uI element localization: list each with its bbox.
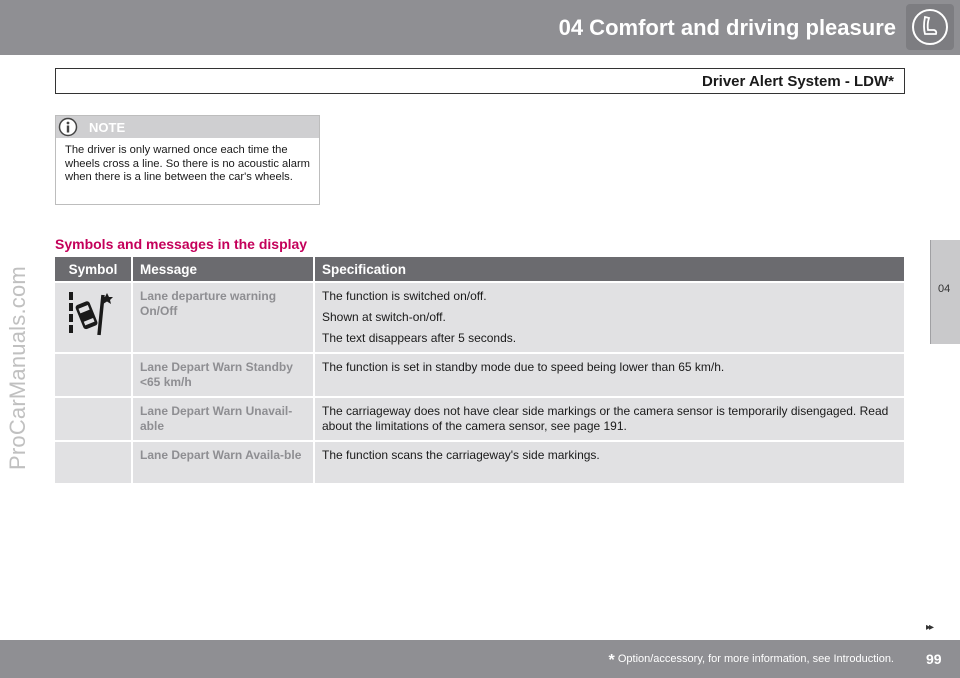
specification-cell bbox=[314, 282, 904, 353]
specification-line: Shown at switch-on/off. bbox=[322, 310, 446, 324]
info-icon bbox=[58, 117, 78, 137]
note-text: The driver is only warned once each time the wheels cross a line. So there is no acoustic alarm when there is a line between the car's wheels. bbox=[65, 144, 310, 183]
table-row bbox=[55, 282, 904, 353]
section-title-box bbox=[55, 68, 905, 94]
table-heading: Symbols and messages in the display bbox=[55, 236, 308, 252]
footer-note bbox=[609, 652, 894, 670]
table-row bbox=[55, 353, 904, 397]
column-header-message: Message bbox=[132, 257, 314, 282]
page-number: 99 bbox=[926, 651, 942, 667]
note-header bbox=[56, 116, 319, 138]
table-row bbox=[55, 441, 904, 483]
symbol-cell bbox=[55, 441, 132, 483]
chapter-title: 04 Comfort and driving pleasure bbox=[558, 15, 896, 40]
symbol-cell bbox=[55, 397, 132, 441]
footer-star: * bbox=[608, 652, 615, 669]
column-header-symbol: Symbol bbox=[55, 257, 132, 282]
specification-cell bbox=[314, 353, 904, 397]
specification-line: The carriageway does not have clear side markings or the camera sensor is temporarily disengaged. Read about the limitations of the camera sensor, see page 191. bbox=[322, 404, 889, 433]
specification-line: The text disappears after 5 seconds. bbox=[322, 331, 517, 345]
message-cell: Lane Depart Warn Unavail-able bbox=[132, 397, 314, 441]
message-cell: Lane departure warning On/Off bbox=[132, 282, 314, 353]
message-cell: Lane Depart Warn Standby <65 km/h bbox=[132, 353, 314, 397]
seat-icon bbox=[906, 4, 954, 50]
watermark: ProCarManuals.com bbox=[5, 266, 30, 470]
note-label: NOTE bbox=[89, 120, 126, 135]
table-header-row bbox=[55, 257, 904, 282]
symbols-messages-table bbox=[55, 257, 904, 483]
lane-departure-icon bbox=[63, 289, 115, 337]
specification-line: The function is switched on/off. bbox=[322, 289, 487, 303]
table-row bbox=[55, 397, 904, 441]
message-cell: Lane Depart Warn Availa-ble bbox=[132, 441, 314, 483]
symbol-cell bbox=[55, 353, 132, 397]
specification-line: The function is set in standby mode due to speed being lower than 65 km/h. bbox=[322, 360, 725, 374]
footer-note-text: Option/accessory, for more information, see Introduction. bbox=[617, 653, 894, 665]
specification-line: The function scans the carriageway's side markings. bbox=[322, 448, 600, 462]
symbol-cell bbox=[55, 282, 132, 353]
specification-cell bbox=[314, 397, 904, 441]
column-header-specification: Specification bbox=[314, 257, 904, 282]
next-page-arrows-icon: ▸▸ bbox=[926, 622, 933, 633]
chapter-side-tab-label: 04 bbox=[938, 283, 951, 295]
specification-cell bbox=[314, 441, 904, 483]
section-title: Driver Alert System - LDW* bbox=[702, 73, 894, 90]
note-box bbox=[55, 115, 320, 205]
